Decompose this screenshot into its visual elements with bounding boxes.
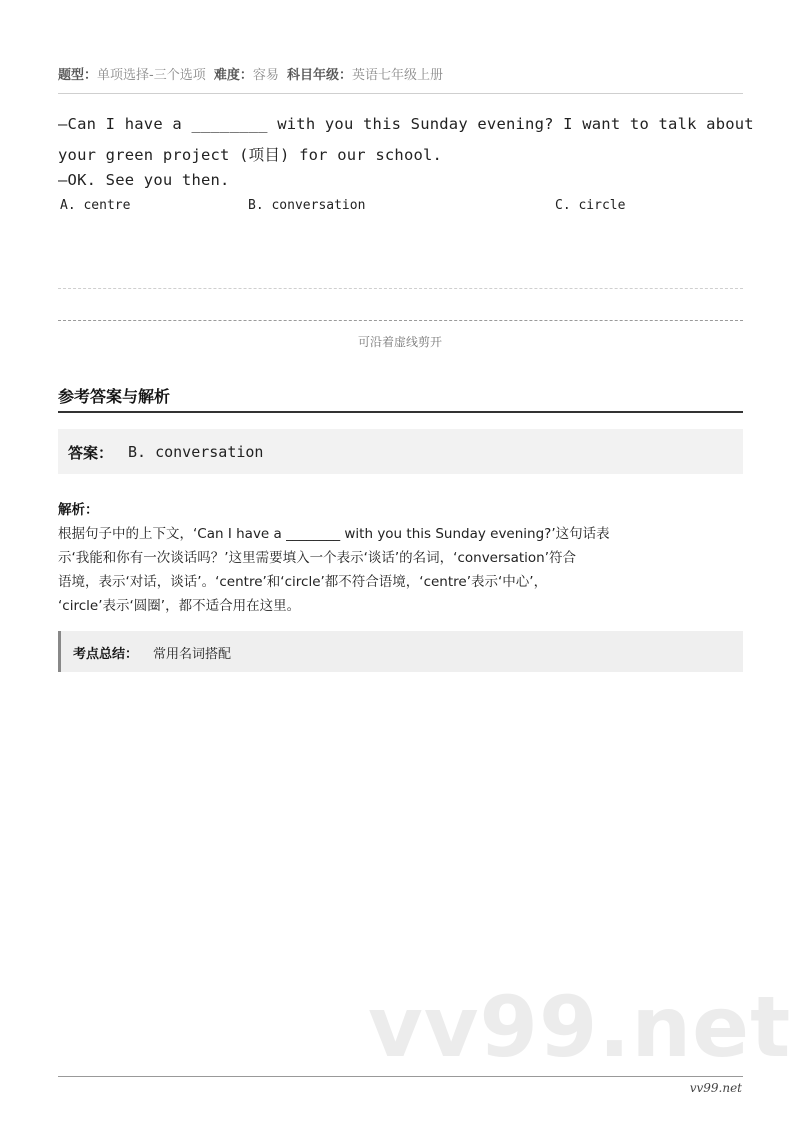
difficulty-label: 难度：	[213, 68, 253, 83]
footer-site: vv99.net	[689, 1081, 742, 1095]
keypoint-value: 常用名词搭配	[153, 647, 232, 662]
dashed-cut-line	[58, 320, 743, 321]
keypoint-label: 考点总结：	[73, 647, 139, 662]
type-value: 单项选择-三个选项	[97, 68, 206, 83]
option-a: A. centre	[60, 198, 131, 213]
type-label: 题型：	[58, 68, 98, 83]
answer-label: 答案：	[68, 444, 114, 462]
difficulty-value: 容易	[252, 68, 279, 83]
option-b: B. conversation	[248, 198, 366, 213]
cut-note: 可沿着虚线剪开	[357, 335, 442, 349]
reference-title: 参考答案与解析	[58, 387, 171, 406]
question-meta	[58, 64, 447, 83]
question-line-3: —OK. See you then.	[58, 171, 230, 189]
subject-label: 科目年级：	[287, 68, 353, 83]
analysis-line-1: 根据句子中的上下文，‘Can I have a ________ with you this Sunday evening?’这句话表	[58, 526, 610, 542]
answer-box	[58, 429, 743, 474]
analysis-line-4: ‘circle’表示‘圆圈’，都不适合用在这里。	[58, 598, 301, 614]
option-c: C. circle	[555, 198, 626, 213]
keypoint-box	[58, 631, 743, 672]
watermark: vv99.net	[368, 978, 792, 1076]
subject-value: 英语七年级上册	[352, 68, 444, 83]
answer-options	[58, 198, 743, 218]
header-divider	[58, 93, 743, 94]
reference-divider	[58, 411, 743, 413]
footer-divider	[58, 1076, 743, 1077]
dashed-line-light	[58, 288, 743, 289]
question-line-1: —Can I have a ________ with you this Sunday evening? I want to talk about	[58, 115, 754, 133]
analysis-line-3: 语境，表示‘对话，谈话’。‘centre’和‘circle’都不符合语境，‘centre’表示‘中心’，	[58, 574, 548, 590]
analysis-line-2: 示‘我能和你有一次谈话吗？’这里需要填入一个表示‘谈话’的名词，‘conversation’符合	[58, 550, 576, 566]
answer-value: B. conversation	[128, 443, 264, 461]
question-line-2: your green project (项目) for our school.	[58, 146, 443, 164]
analysis-label: 解析：	[58, 502, 99, 518]
